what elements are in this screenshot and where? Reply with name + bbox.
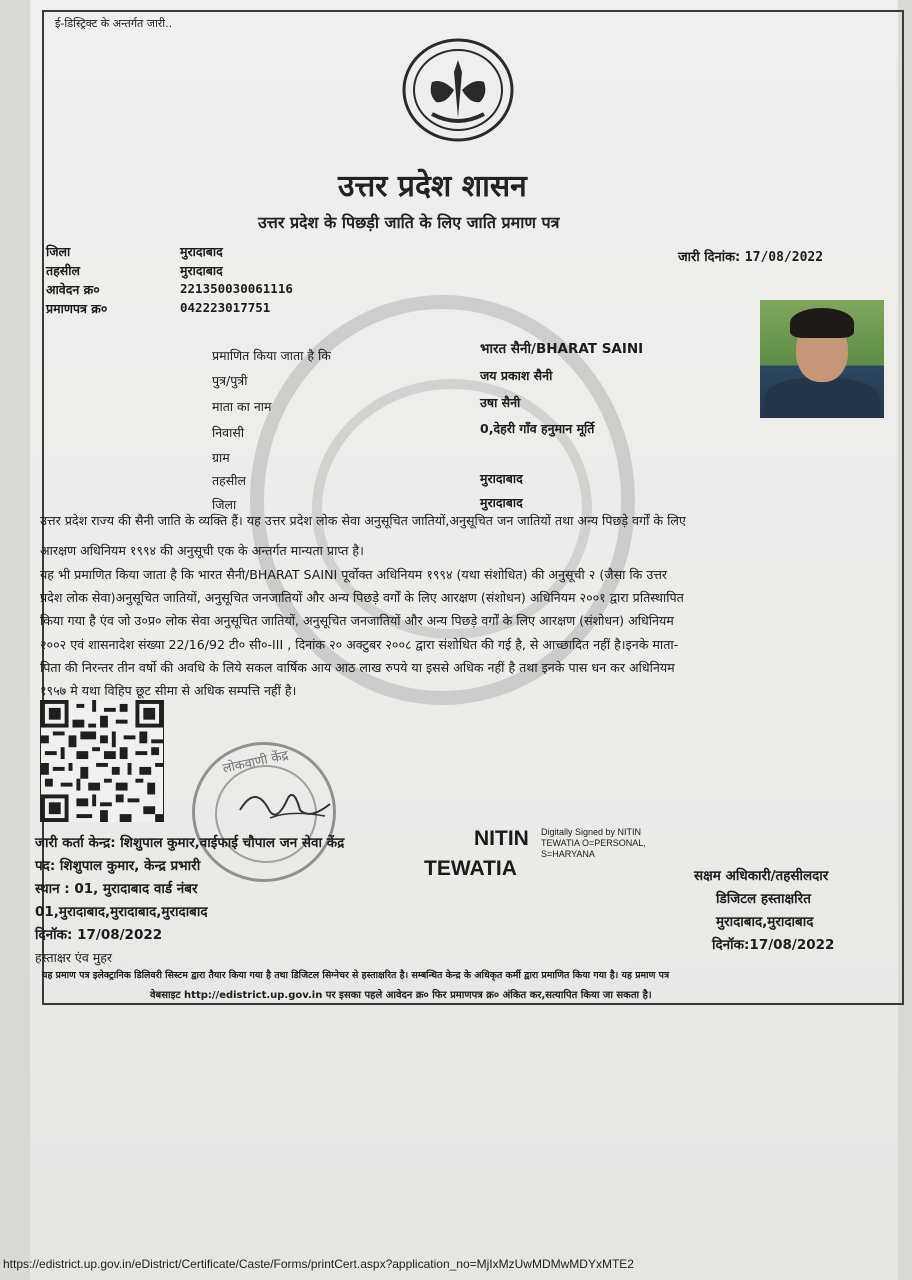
handwritten-signature [230,780,340,830]
person-label-child-of: पुत्र/पुत्री [212,373,248,388]
person-label-tehsil: तहसील [212,473,246,488]
issuer-date: दिनॉक: 17/08/2022 [35,927,163,943]
seal-text: लोकवाणी केंद्र [221,748,290,777]
person-value-father: जय प्रकाश सैनी [480,368,553,383]
meta-label-district: जिला [46,244,71,259]
qr-code-icon [40,700,164,822]
header-note: ई-डिस्ट्रिक्ट के अन्तर्गत जारी.. [55,17,173,30]
person-value-tehsil: मुरादाबाद [480,471,523,486]
digital-signature-line: TEWATIA O=PERSONAL, [541,838,646,848]
applicant-photo [760,300,884,418]
meta-value-tehsil: मुरादाबाद [180,263,223,278]
issuer-designation: पद: शिशुपाल कुमार, केन्द्र प्रभारी [35,858,201,874]
issuer-sign-seal-label: हस्ताक्षर एंव मुहर [35,950,112,965]
digital-signature-line: S=HARYANA [541,849,595,859]
person-value-name: भारत सैनी/BHARAT SAINI [480,341,644,357]
meta-value-application-no: 221350030061116 [180,281,293,296]
signer-name-last: TEWATIA [424,857,517,880]
meta-label-certificate-no: प्रमाणपत्र क्र० [46,301,108,316]
meta-value-certificate-no: 042223017751 [180,300,271,315]
body-line: यह भी प्रमाणित किया जाता है कि भारत सैनी/BHARAT SAINI पूर्वोक्त अधिनियम १९९४ (यथा संशोधित) की अनुसूची २ (जैसा कि उत्तर [40,567,668,582]
issuer-address: 01,मुरादाबाद,मुरादाबाद,मुरादाबाद [35,904,208,920]
body-line: २००२ एवं शासनादेश संख्या 22/16/92 टी० सी०-III , दिनांक २० अक्टुबर २००८ द्वारा संशोधित की गई है, से आच्छादित नहीं है।इनके माता- [40,637,679,652]
issue-date-label: जारी दिनांक: 17/08/2022 [678,250,824,265]
body-line: आरक्षण अधिनियम १९९४ की अनुसूची एक के अन्तर्गत मान्यता प्राप्त है। [40,543,364,558]
authority-location: मुरादाबाद,मुरादाबाद [716,914,814,930]
page-subtitle: उत्तर प्रदेश के पिछड़ी जाति के लिए जाति प्रमाण पत्र [258,213,560,232]
person-label-village: ग्राम [212,450,230,465]
page-title: उत्तर प्रदेश शासन [338,169,527,204]
authority-title: सक्षम अधिकारी/तहसीलदार [694,868,829,884]
person-value-mother: उषा सैनी [480,395,521,410]
signer-name-first: NITIN [474,827,529,850]
body-line: पिता की निरन्तर तीन वर्षो की अवधि के लिये सकल वार्षिक आय आठ लाख रुपये या इससे अधिक नहीं है तथा इनके पास धन कर अधिनियम [40,660,675,675]
person-value-district: मुरादाबाद [480,495,523,510]
person-label-certified: प्रमाणित किया जाता है कि [212,348,331,363]
meta-label-application-no: आवेदन क्र० [46,282,100,297]
issuer-centre: जारी कर्ता केन्द्र: शिशुपाल कुमार,वाईफाई चौपाल जन सेवा केंद्र [35,835,345,851]
meta-value-district: मुरादाबाद [180,244,223,259]
issuer-place: स्थान : 01, मुरादाबाद वार्ड नंबर [35,881,198,897]
person-value-resident: 0,देहरी गाँव हनुमान मूर्ति [480,421,595,436]
digital-signature-line: Digitally Signed by NITIN [541,827,642,837]
authority-date: दिनॉक:17/08/2022 [712,937,835,953]
body-line: प्रदेश लोक सेवा)अनुसूचित जातियों, अनुसूचित जनजातियों और अन्य पिछड़े वर्गों के लिए आरक्षण (संशोधन) अधिनियम २००१ द्वारा प्रतिस्थापित [40,590,684,605]
body-line: उत्तर प्रदेश राज्य की सैनी जाति के व्यक्ति हैं। यह उत्तर प्रदेश लोक सेवा अनुसूचित जातियों,अनुसूचित जन जातियों तथा अन्य पिछड़े वर्गों के लिए [40,513,686,528]
footnote-line: यह प्रमाण पत्र इलेक्ट्रानिक डिलिवरी सिस्टम द्वारा तैयार किया गया है तथा डिजिटल सिग्नेचर से हस्ताक्षरित है। सम्बन्धित केन्द्र के अधिकृत कर्मी द्वारा प्रमाणित किया गया है। यह प्रमाण पत्र [42,970,670,981]
person-label-resident: निवासी [212,425,245,440]
up-govt-emblem-icon [402,38,514,142]
body-line: १९५७ मे यथा विहिप छूट सीमा से अधिक सम्पत्ति नहीं है। [40,683,297,698]
footnote-line: वेबसाइट http://edistrict.up.gov.in पर इसका पहले आवेदन क्र० फिर प्रमाणपत्र क्र० अंकित कर,सत्यापित किया जा सकता है। [150,990,652,1001]
person-label-district: जिला [212,497,237,512]
print-url: https://edistrict.up.gov.in/eDistrict/Certificate/Caste/Forms/printCert.aspx?application_no=MjIxMzUwMDMwMDYxMTE2 [3,1257,634,1271]
meta-label-tehsil: तहसील [46,263,80,278]
person-label-mother: माता का नाम [212,399,272,414]
authority-digital-signed: डिजिटल हस्ताक्षरित [716,891,811,907]
body-line: किया गया है एंव जो उ०प्र० लोक सेवा अनुसूचित जातियों, अनुसूचित जनजातियों और अन्य पिछड़े वर्गों के लिए आरक्षण (संशोधन) अधिनियम [40,613,674,628]
